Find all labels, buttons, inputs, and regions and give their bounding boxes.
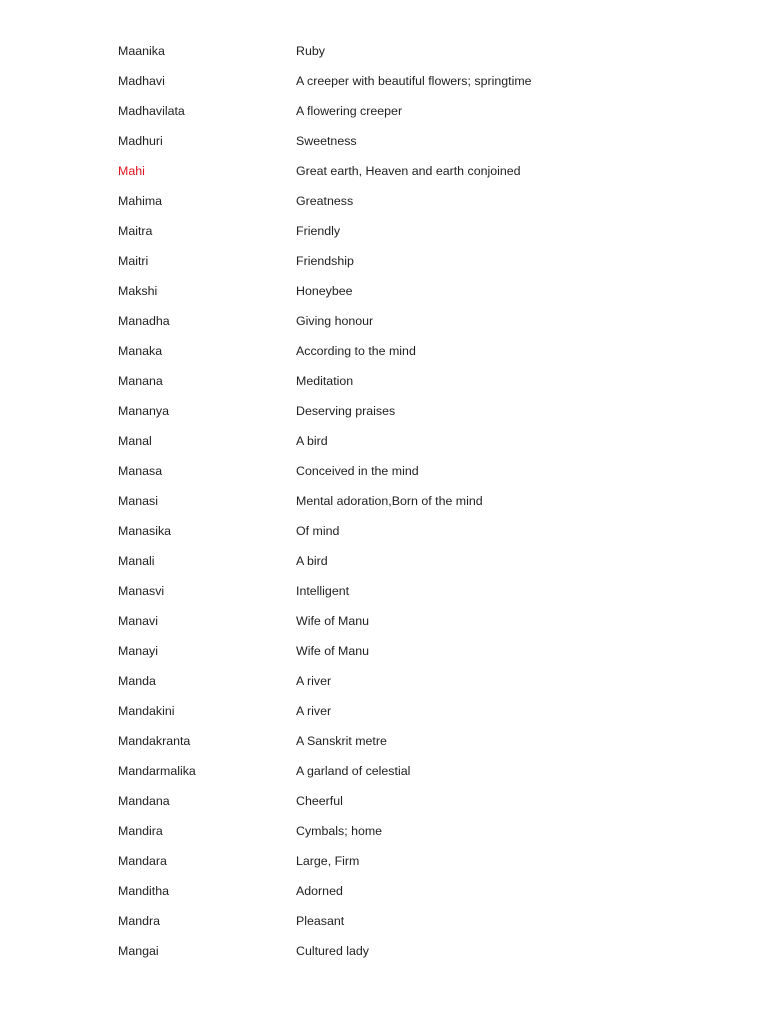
table-row — [118, 756, 678, 786]
meaning-cell: Adorned — [296, 884, 343, 898]
name-meaning-table — [118, 36, 678, 966]
table-row — [118, 66, 678, 96]
table-row — [118, 216, 678, 246]
meaning-cell: According to the mind — [296, 344, 416, 358]
meaning-cell: Conceived in the mind — [296, 464, 419, 478]
name-cell: Manana — [118, 374, 163, 388]
name-cell: Manasika — [118, 524, 172, 538]
name-cell: Maitri — [118, 254, 149, 268]
name-cell: Maitra — [118, 224, 153, 238]
meaning-cell: Friendly — [296, 224, 341, 238]
meaning-cell: A river — [296, 704, 332, 718]
meaning-cell: Cheerful — [296, 794, 343, 808]
name-cell: Manasvi — [118, 584, 165, 598]
name-cell: Manadha — [118, 314, 170, 328]
meaning-cell: Greatness — [296, 194, 354, 208]
meaning-cell: A river — [296, 674, 332, 688]
meaning-cell: Meditation — [296, 374, 354, 388]
name-cell: Mandana — [118, 794, 170, 808]
meaning-cell: Sweetness — [296, 134, 357, 148]
meaning-cell: Great earth, Heaven and earth conjoined — [296, 164, 521, 178]
meaning-cell: Wife of Manu — [296, 644, 369, 658]
table-row — [118, 786, 678, 816]
table-row — [118, 336, 678, 366]
name-cell: Manal — [118, 434, 152, 448]
meaning-cell: Intelligent — [296, 584, 350, 598]
table-row — [118, 456, 678, 486]
name-cell: Madhuri — [118, 134, 163, 148]
table-row — [118, 726, 678, 756]
name-cell: Madhavilata — [118, 104, 185, 118]
name-cell: Mandakranta — [118, 734, 191, 748]
table-row — [118, 906, 678, 936]
meaning-cell: Friendship — [296, 254, 354, 268]
table-row — [118, 816, 678, 846]
table-row — [118, 516, 678, 546]
meaning-cell: Of mind — [296, 524, 340, 538]
table-row — [118, 246, 678, 276]
meaning-cell: Pleasant — [296, 914, 345, 928]
name-cell: Manaka — [118, 344, 163, 358]
name-cell: Mandra — [118, 914, 161, 928]
table-row — [118, 276, 678, 306]
table-row — [118, 306, 678, 336]
meaning-cell: Giving honour — [296, 314, 374, 328]
name-cell: Mananya — [118, 404, 169, 418]
meaning-cell: Cultured lady — [296, 944, 370, 958]
table-row — [118, 36, 678, 66]
meaning-cell: Cymbals; home — [296, 824, 383, 838]
name-cell: Mandakini — [118, 704, 175, 718]
table-row — [118, 696, 678, 726]
name-cell: Maanika — [118, 44, 165, 58]
name-cell: Manavi — [118, 614, 158, 628]
table-row — [118, 936, 678, 966]
table-row — [118, 636, 678, 666]
table-row — [118, 546, 678, 576]
name-cell: Mandira — [118, 824, 163, 838]
table-row — [118, 486, 678, 516]
name-cell: Manayi — [118, 644, 158, 658]
name-cell: Mahima — [118, 194, 163, 208]
table-row — [118, 606, 678, 636]
meaning-cell: A bird — [296, 554, 328, 568]
name-cell: Manali — [118, 554, 155, 568]
table-row — [118, 846, 678, 876]
table-row — [118, 96, 678, 126]
meaning-cell: A creeper with beautiful flowers; springtime — [296, 74, 532, 88]
meaning-cell: Large, Firm — [296, 854, 360, 868]
meaning-cell: A garland of celestial — [296, 764, 411, 778]
name-cell: Manda — [118, 674, 156, 688]
meaning-cell: Ruby — [296, 44, 325, 58]
name-cell: Manditha — [118, 884, 169, 898]
table-row — [118, 186, 678, 216]
meaning-cell: Wife of Manu — [296, 614, 369, 628]
table-row — [118, 576, 678, 606]
highlighted-name-cell: Mahi — [118, 164, 145, 178]
name-cell: Makshi — [118, 284, 158, 298]
name-cell: Mandara — [118, 854, 167, 868]
name-cell: Mandarmalika — [118, 764, 196, 778]
meaning-cell: Honeybee — [296, 284, 353, 298]
meaning-cell: Deserving praises — [296, 404, 396, 418]
name-cell: Madhavi — [118, 74, 165, 88]
meaning-cell: A flowering creeper — [296, 104, 403, 118]
name-cell: Mangai — [118, 944, 159, 958]
name-cell: Manasa — [118, 464, 163, 478]
table-row — [118, 426, 678, 456]
table-row — [118, 156, 678, 186]
meaning-cell: A Sanskrit metre — [296, 734, 387, 748]
table-row — [118, 666, 678, 696]
table-row — [118, 126, 678, 156]
name-cell: Manasi — [118, 494, 158, 508]
table-row — [118, 876, 678, 906]
meaning-cell: A bird — [296, 434, 328, 448]
table-row — [118, 396, 678, 426]
table-row — [118, 366, 678, 396]
meaning-cell: Mental adoration,Born of the mind — [296, 494, 483, 508]
